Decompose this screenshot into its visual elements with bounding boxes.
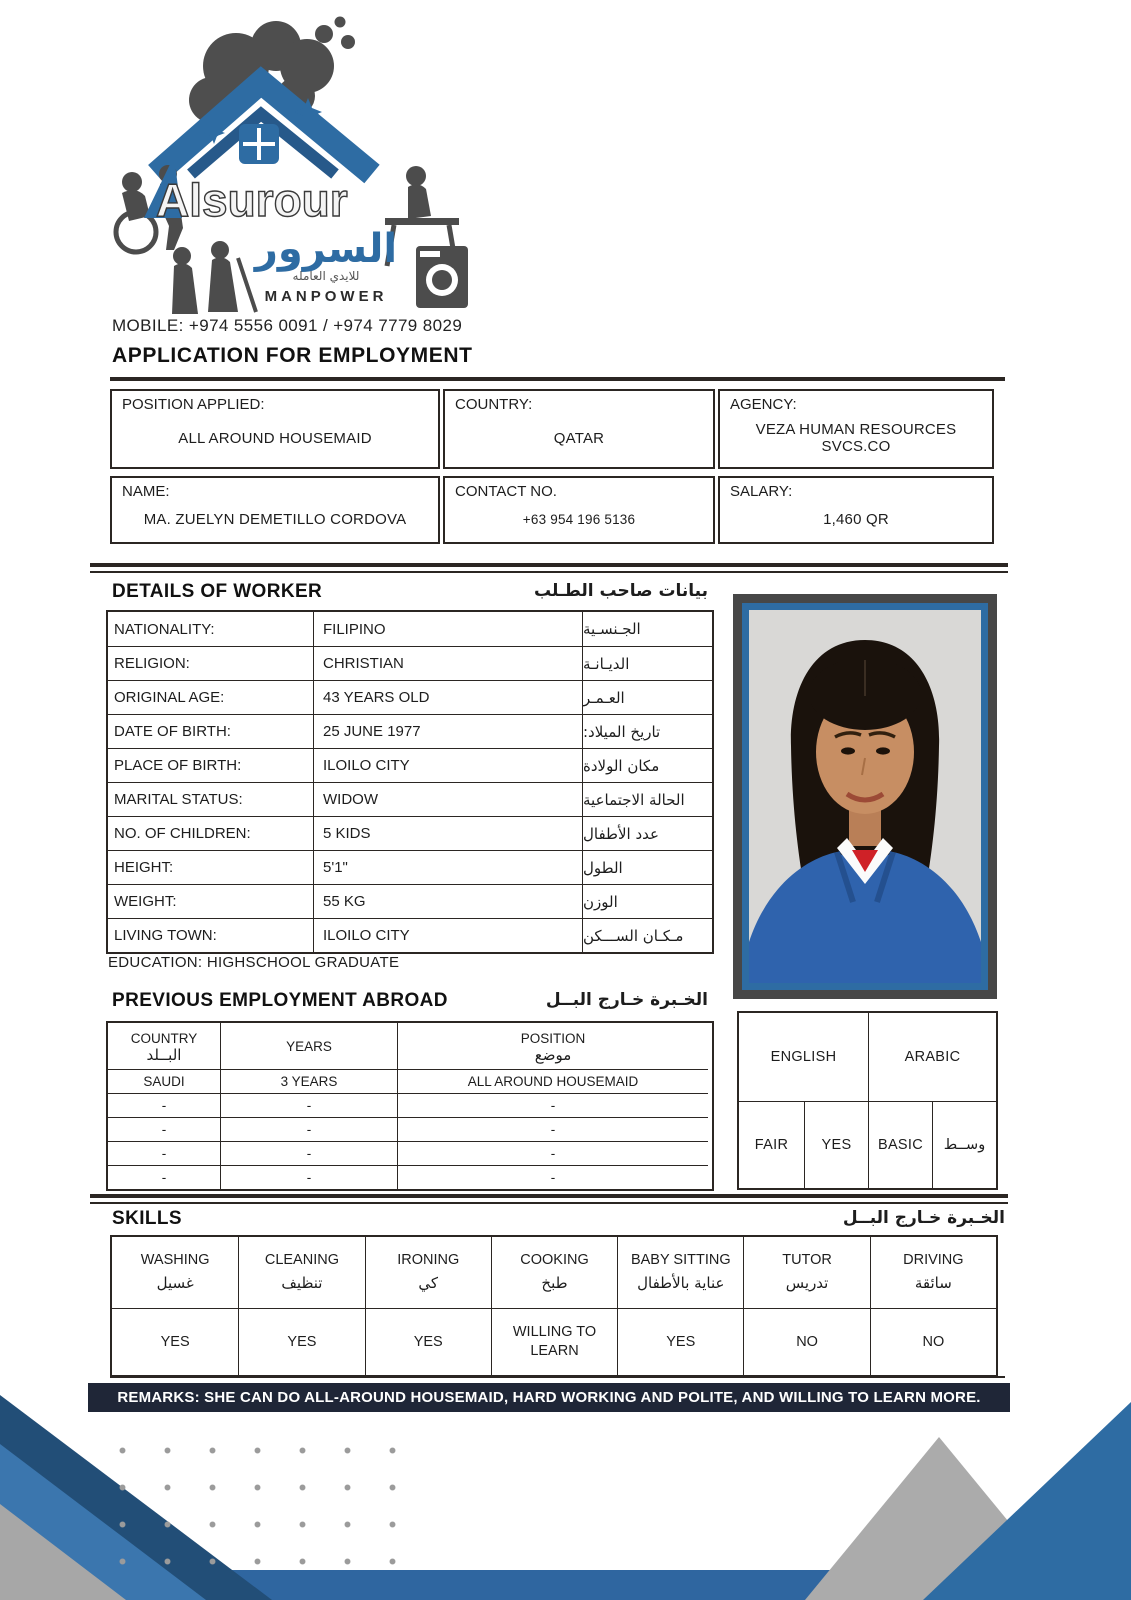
detail-value: CHRISTIAN bbox=[313, 646, 582, 680]
skill-label: IRONING bbox=[397, 1252, 460, 1269]
english-value: YES bbox=[804, 1101, 868, 1188]
applicant-photo bbox=[733, 594, 997, 999]
employment-country-header-label: COUNTRY bbox=[130, 1030, 198, 1046]
logo-brand-text: Alsurour bbox=[156, 174, 348, 226]
applicant-portrait bbox=[749, 610, 981, 983]
detail-label: NO. OF CHILDREN: bbox=[108, 816, 313, 850]
page-title: APPLICATION FOR EMPLOYMENT bbox=[112, 344, 473, 367]
employment-years-header bbox=[220, 1023, 397, 1069]
employment-years-cell: - bbox=[220, 1165, 397, 1189]
detail-label: MARITAL STATUS: bbox=[108, 782, 313, 816]
skills-table bbox=[110, 1235, 998, 1377]
detail-value: WIDOW bbox=[313, 782, 582, 816]
skill-header bbox=[365, 1237, 491, 1308]
employment-country-header-arabic: البــلد bbox=[146, 1045, 182, 1064]
skill-header bbox=[238, 1237, 364, 1308]
alsurour-manpower-logo bbox=[86, 6, 488, 320]
details-of-worker-table bbox=[106, 610, 714, 954]
logo-manpower-text: MANPOWER bbox=[264, 288, 388, 305]
washing-machine-icon bbox=[416, 246, 468, 308]
skill-label: WASHING bbox=[140, 1252, 210, 1269]
skill-header bbox=[491, 1237, 617, 1308]
detail-arabic: مكان الولادة bbox=[582, 748, 712, 782]
employment-position-cell: - bbox=[397, 1117, 708, 1141]
detail-arabic: الوزن bbox=[582, 884, 712, 918]
arabic-value: وســط bbox=[932, 1101, 996, 1188]
skill-arabic: طبخ bbox=[541, 1274, 568, 1293]
skill-arabic: تدريس bbox=[785, 1274, 829, 1293]
photo-mat bbox=[742, 603, 988, 990]
employment-position-header-label: POSITION bbox=[520, 1030, 586, 1046]
detail-label: HEIGHT: bbox=[108, 850, 313, 884]
skill-label: DRIVING bbox=[903, 1252, 964, 1269]
skill-value: YES bbox=[365, 1308, 491, 1375]
previous-employment-heading: PREVIOUS EMPLOYMENT ABROAD bbox=[112, 990, 448, 1011]
skill-label: CLEANING bbox=[264, 1252, 339, 1269]
employment-position-header bbox=[397, 1023, 708, 1069]
employment-position-cell: ALL AROUND HOUSEMAID bbox=[397, 1069, 708, 1093]
employment-country-cell: - bbox=[108, 1141, 220, 1165]
detail-value: 5 KIDS bbox=[313, 816, 582, 850]
salary-label: SALARY: bbox=[730, 483, 793, 500]
application-summary-table bbox=[110, 389, 994, 544]
remarks-bar: REMARKS: SHE CAN DO ALL-AROUND HOUSEMAID, HARD WORKING AND POLITE, AND WILLING TO LEARN MORE. bbox=[88, 1383, 1010, 1412]
skill-value: YES bbox=[238, 1308, 364, 1375]
agency-cell bbox=[718, 389, 994, 469]
education-line: EDUCATION: HIGHSCHOOL GRADUATE bbox=[108, 954, 400, 971]
employment-country-cell: - bbox=[108, 1093, 220, 1117]
skill-header bbox=[743, 1237, 869, 1308]
skill-value: WILLING TO LEARN bbox=[491, 1308, 617, 1375]
title-rule bbox=[110, 377, 1005, 381]
skill-label: COOKING bbox=[520, 1252, 589, 1269]
detail-label: PLACE OF BIRTH: bbox=[108, 748, 313, 782]
employment-years-cell: 3 YEARS bbox=[220, 1069, 397, 1093]
detail-arabic: عدد الأطفال bbox=[582, 816, 712, 850]
employment-years-cell: - bbox=[220, 1117, 397, 1141]
house-roof-icon bbox=[156, 82, 372, 174]
employment-years-cell: - bbox=[220, 1141, 397, 1165]
detail-arabic: تاريخ الميلاد: bbox=[582, 714, 712, 748]
detail-arabic: الحالة الاجتماعية bbox=[582, 782, 712, 816]
detail-value: ILOILO CITY bbox=[313, 918, 582, 952]
detail-value: ILOILO CITY bbox=[313, 748, 582, 782]
employment-country-header bbox=[108, 1023, 220, 1069]
detail-label: LIVING TOWN: bbox=[108, 918, 313, 952]
english-header: ENGLISH bbox=[770, 1049, 837, 1065]
skill-label: BABY SITTING bbox=[630, 1252, 731, 1269]
skill-value: NO bbox=[870, 1308, 996, 1375]
employment-years-header-label: YEARS bbox=[286, 1039, 332, 1055]
contact-cell bbox=[443, 476, 715, 544]
languages-table bbox=[737, 1011, 998, 1190]
section-rule-thick bbox=[90, 1194, 1008, 1198]
dot-grid-decoration bbox=[100, 1432, 430, 1584]
section-rule-thin bbox=[90, 571, 1008, 573]
detail-value: 25 JUNE 1977 bbox=[313, 714, 582, 748]
detail-value: 55 KG bbox=[313, 884, 582, 918]
skill-header bbox=[617, 1237, 743, 1308]
detail-label: RELIGION: bbox=[108, 646, 313, 680]
detail-label: ORIGINAL AGE: bbox=[108, 680, 313, 714]
section-rule-thick bbox=[90, 563, 1008, 567]
detail-arabic: مـكـان الســـكن bbox=[582, 918, 712, 952]
employment-country-cell: - bbox=[108, 1165, 220, 1189]
logo-tagline-arabic: للايدي العامله bbox=[292, 269, 360, 283]
country-cell bbox=[443, 389, 715, 469]
skill-arabic: كي bbox=[418, 1274, 439, 1293]
salary-cell bbox=[718, 476, 994, 544]
employment-position-cell: - bbox=[397, 1093, 708, 1117]
section-rule-thin bbox=[90, 1202, 1008, 1204]
employment-position-header-arabic: موضع bbox=[534, 1045, 572, 1064]
mobile-numbers: MOBILE: +974 5556 0091 / +974 7779 8029 bbox=[112, 316, 463, 335]
skills-heading-arabic: الخـبرة خـارج البــل bbox=[842, 1208, 1005, 1228]
details-of-worker-heading-arabic: بيانات صاحب الطـلب bbox=[534, 581, 708, 601]
employment-country-cell: SAUDI bbox=[108, 1069, 220, 1093]
arabic-header: ARABIC bbox=[868, 1013, 996, 1101]
name-label: NAME: bbox=[122, 483, 170, 500]
position-applied-value: ALL AROUND HOUSEMAID bbox=[178, 429, 372, 447]
detail-value: 5'1" bbox=[313, 850, 582, 884]
skill-header bbox=[112, 1237, 238, 1308]
english-level: FAIR bbox=[739, 1101, 804, 1188]
pre-remarks-rule bbox=[110, 1376, 1005, 1378]
skill-label: TUTOR bbox=[782, 1252, 832, 1269]
employment-position-cell: - bbox=[397, 1141, 708, 1165]
position-applied-cell bbox=[110, 389, 440, 469]
country-value: QATAR bbox=[553, 429, 605, 447]
smoke-cloud-icon bbox=[189, 17, 355, 124]
country-label: COUNTRY: bbox=[455, 396, 533, 413]
detail-label: NATIONALITY: bbox=[114, 620, 215, 638]
agency-value: VEZA HUMAN RESOURCES SVCS.CO bbox=[755, 421, 957, 455]
contact-label: CONTACT NO. bbox=[455, 483, 557, 500]
detail-value: 43 YEARS OLD bbox=[313, 680, 582, 714]
skill-arabic: عناية بالأطفال bbox=[637, 1274, 725, 1293]
detail-label: WEIGHT: bbox=[108, 884, 313, 918]
detail-arabic: الجـنسـية bbox=[582, 612, 712, 646]
previous-employment-table bbox=[106, 1021, 714, 1191]
skill-arabic: غسيل bbox=[156, 1274, 194, 1293]
agency-label: AGENCY: bbox=[730, 396, 797, 413]
skill-arabic: سائقة bbox=[914, 1274, 952, 1293]
name-value: MA. ZUELYN DEMETILLO CORDOVA bbox=[143, 510, 407, 528]
previous-employment-heading-arabic: الخـبرة خـارج البــل bbox=[545, 990, 708, 1010]
employment-position-cell: - bbox=[397, 1165, 708, 1189]
detail-arabic: الديـانـة bbox=[582, 646, 712, 680]
arabic-level: BASIC bbox=[868, 1101, 932, 1188]
skills-heading: SKILLS bbox=[112, 1208, 182, 1229]
employment-country-cell: - bbox=[108, 1117, 220, 1141]
contact-value: +63 954 196 5136 bbox=[522, 511, 636, 527]
detail-arabic: العـمـر bbox=[582, 680, 712, 714]
skill-header bbox=[870, 1237, 996, 1308]
skill-value: NO bbox=[743, 1308, 869, 1375]
details-of-worker-heading: DETAILS OF WORKER bbox=[112, 581, 323, 602]
skill-value: YES bbox=[617, 1308, 743, 1375]
logo-brand-arabic: السرور bbox=[254, 226, 398, 272]
salary-value: 1,460 QR bbox=[823, 510, 889, 528]
detail-label: DATE OF BIRTH: bbox=[108, 714, 313, 748]
detail-arabic: الطول bbox=[582, 850, 712, 884]
skill-value: YES bbox=[112, 1308, 238, 1375]
position-applied-label: POSITION APPLIED: bbox=[122, 396, 265, 413]
name-cell bbox=[110, 476, 440, 544]
employment-years-cell: - bbox=[220, 1093, 397, 1117]
detail-value: FILIPINO bbox=[313, 612, 582, 646]
skill-arabic: تنظيف bbox=[281, 1274, 323, 1293]
